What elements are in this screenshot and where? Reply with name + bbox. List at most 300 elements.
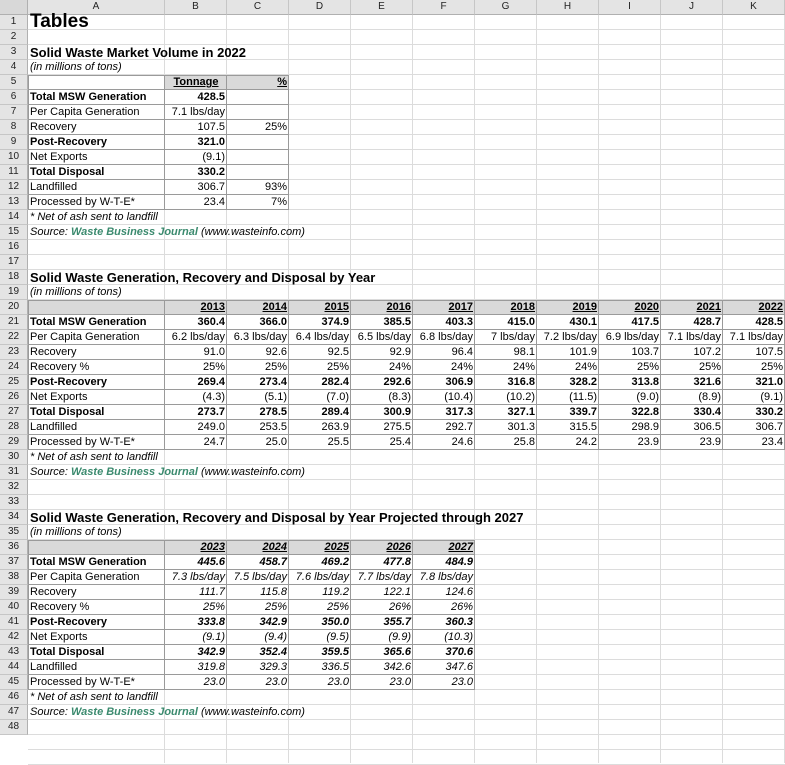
table2-cell: 24% (388, 361, 411, 373)
table2-cell: 25.8 (513, 436, 535, 448)
table1-row-label: Post-Recovery (30, 136, 108, 148)
table2-year-header: 2017 (448, 301, 473, 313)
row-header-35[interactable]: 35 (0, 525, 28, 540)
table3-cell: (9.5) (326, 631, 349, 643)
table2-cell: 292.7 (445, 421, 473, 433)
table1-row-percent: 93% (264, 181, 287, 193)
table2-row-border (28, 404, 785, 405)
table3-row-border (28, 644, 475, 645)
table2-cell: 91.0 (203, 346, 225, 358)
row-header-11[interactable]: 11 (0, 165, 28, 180)
table2-cell: 321.0 (755, 376, 783, 388)
table2-cell: 306.9 (445, 376, 473, 388)
table1-row-label: Total MSW Generation (30, 91, 147, 103)
table3-row-border (28, 674, 475, 675)
table3-cell: 319.8 (197, 661, 225, 673)
table2-cell: (8.3) (388, 391, 411, 403)
table2-cell: 339.7 (569, 406, 597, 418)
table2-year-header: 2015 (324, 301, 349, 313)
table2-row-label: Total MSW Generation (30, 316, 147, 328)
table1-row-border (28, 89, 289, 90)
row-gridline (28, 494, 785, 495)
table2-cell: 6.4 lbs/day (295, 331, 349, 343)
table2-cell: 24% (574, 361, 597, 373)
table1-row-border (28, 164, 289, 165)
table2-cell: 25% (760, 361, 783, 373)
table3-cell: 342.9 (197, 646, 225, 658)
table2-cell: 7 lbs/day (490, 331, 535, 343)
table3-cell: 25% (264, 601, 287, 613)
row-header-14[interactable]: 14 (0, 210, 28, 225)
table1-row-percent (227, 105, 289, 120)
table2-cell: 7.1 lbs/day (729, 331, 783, 343)
table1-source (28, 225, 348, 240)
row-header-21[interactable]: 21 (0, 315, 28, 330)
table2-year-header: 2019 (572, 301, 597, 313)
row-gridline (28, 734, 785, 735)
table2-cell: 306.5 (693, 421, 721, 433)
table2-cell: 403.3 (445, 316, 473, 328)
table2-cell: 96.4 (451, 346, 473, 358)
table1-row-value: 23.4 (203, 196, 225, 208)
table3-source-url: (www.wasteinfo.com) (201, 706, 305, 718)
table3-cell: 26% (450, 601, 473, 613)
table2-source-url: (www.wasteinfo.com) (201, 466, 305, 478)
table3-cell: 26% (388, 601, 411, 613)
table2-cell: 300.9 (383, 406, 411, 418)
table2-row-label: Recovery % (30, 361, 90, 373)
table1-subtitle: (in millions of tons) (30, 61, 122, 73)
table2-cell: 7.2 lbs/day (543, 331, 597, 343)
table2-cell: 330.2 (755, 406, 783, 418)
table2-cell: 24.2 (575, 436, 597, 448)
table3-subtitle: (in millions of tons) (30, 526, 122, 538)
table2-year-header: 2013 (200, 301, 225, 313)
table3-cell: 25% (202, 601, 225, 613)
table3-cell: 329.3 (259, 661, 287, 673)
table2-cell: 415.0 (507, 316, 535, 328)
table2-row-border (28, 329, 785, 330)
table2-cell: 103.7 (631, 346, 659, 358)
table3-row-border (28, 629, 475, 630)
column-header-H[interactable]: H (537, 0, 599, 15)
row-header-16[interactable]: 16 (0, 240, 28, 255)
select-all-corner[interactable] (0, 0, 28, 15)
table2-cell: 6.5 lbs/day (357, 331, 411, 343)
row-header-9[interactable]: 9 (0, 135, 28, 150)
page-title: Tables (30, 11, 89, 32)
table2-source (28, 465, 348, 480)
table2-cell: 25% (202, 361, 225, 373)
table3-source (28, 705, 348, 720)
table3-cell: 115.8 (260, 586, 287, 598)
table2-year-header: 2018 (510, 301, 535, 313)
table2-year-header: 2020 (634, 301, 659, 313)
table2-cell: 107.5 (755, 346, 783, 358)
table2-cell: (7.0) (326, 391, 349, 403)
table2-row-label: Total Disposal (30, 406, 105, 418)
row-header-36[interactable]: 36 (0, 540, 28, 555)
table2-cell: 6.2 lbs/day (171, 331, 225, 343)
table2-cell: 430.1 (569, 316, 597, 328)
table1-row-value: 306.7 (197, 181, 225, 193)
table2-cell: 385.5 (383, 316, 411, 328)
column-header-B[interactable]: B (165, 0, 227, 15)
table1-row-border (28, 104, 289, 105)
row-header-46[interactable]: 46 (0, 690, 28, 705)
row-header-17[interactable]: 17 (0, 255, 28, 270)
table3-row-border (28, 614, 475, 615)
table3-row-label: Total MSW Generation (30, 556, 147, 568)
table3-cell: 477.8 (383, 556, 411, 568)
table3-cell: 458.7 (259, 556, 287, 568)
column-header-A[interactable]: A (28, 0, 165, 15)
table2-row-label: Per Capita Generation (30, 331, 140, 343)
column-header-G[interactable]: G (475, 0, 537, 15)
table3-cell: (9.4) (264, 631, 287, 643)
row-header-4[interactable]: 4 (0, 60, 28, 75)
table3-row-border (28, 554, 475, 555)
table3-row-label: Recovery (30, 586, 77, 598)
table1-header-tonnage: Tonnage (173, 76, 219, 88)
table2-cell: (11.5) (569, 391, 597, 403)
row-header-8[interactable]: 8 (0, 120, 28, 135)
table3-cell: 7.8 lbs/day (419, 571, 473, 583)
row-header-12[interactable]: 12 (0, 180, 28, 195)
table1-col-border (164, 75, 165, 210)
table3-cell: 333.8 (197, 616, 225, 628)
table3-source-label: Source: (30, 706, 68, 718)
table3-cell: 23.0 (327, 676, 349, 688)
table3-cell: 352.4 (259, 646, 287, 658)
row-header-37[interactable]: 37 (0, 555, 28, 570)
row-header-34[interactable]: 34 (0, 510, 28, 525)
table2-cell: 306.7 (755, 421, 783, 433)
column-header-E[interactable]: E (351, 0, 413, 15)
table2-subtitle: (in millions of tons) (30, 286, 122, 298)
row-header-5[interactable]: 5 (0, 75, 28, 90)
table2-cell: 316.8 (507, 376, 535, 388)
table2-year-header: 2016 (386, 301, 411, 313)
table3-cell: 359.5 (321, 646, 349, 658)
row-header-10[interactable]: 10 (0, 150, 28, 165)
table2-row-border (28, 374, 785, 375)
table1-source-url: (www.wasteinfo.com) (201, 226, 305, 238)
row-header-40[interactable]: 40 (0, 600, 28, 615)
table2-row-border (28, 419, 785, 420)
row-header-41[interactable]: 41 (0, 615, 28, 630)
row-header-31[interactable]: 31 (0, 465, 28, 480)
row-header-45[interactable]: 45 (0, 675, 28, 690)
table2-cell: 263.9 (321, 421, 349, 433)
table2-cell: 289.4 (321, 406, 349, 418)
row-header-25[interactable]: 25 (0, 375, 28, 390)
row-header-1[interactable]: 1 (0, 15, 28, 30)
table2-cell: 366.0 (259, 316, 287, 328)
table2-cell: 6.9 lbs/day (605, 331, 659, 343)
table1-row-label: Recovery (30, 121, 77, 133)
table1-row-percent (227, 135, 289, 150)
table3-cell: 355.7 (383, 616, 411, 628)
table1-row-border (28, 149, 289, 150)
table3-cell: 347.6 (445, 661, 473, 673)
table1-row-border (28, 119, 289, 120)
table2-row-label: Processed by W-T-E* (30, 436, 135, 448)
table2-cell: (4.3) (202, 391, 225, 403)
table3-cell: 360.3 (445, 616, 473, 628)
table2-source-name: Waste Business Journal (70, 466, 198, 478)
table1-row-label: Total Disposal (30, 166, 105, 178)
table2-row-border (28, 359, 785, 360)
table2-cell: 328.2 (569, 376, 597, 388)
table3-row-label: Net Exports (30, 631, 88, 643)
table2-cell: 273.7 (197, 406, 225, 418)
table1-row-percent (227, 90, 289, 105)
table2-cell: 278.5 (259, 406, 287, 418)
table1-row-label: Processed by W-T-E* (30, 196, 135, 208)
row-gridline (28, 749, 785, 750)
row-gridline (28, 254, 785, 255)
table2-cell: 25.4 (389, 436, 411, 448)
table1-col-border (226, 75, 227, 210)
row-header-15[interactable]: 15 (0, 225, 28, 240)
table2-row-label: Post-Recovery (30, 376, 108, 388)
table1-row-border (28, 179, 289, 180)
table3-cell: (10.3) (444, 631, 473, 643)
table1-row-percent: 25% (264, 121, 287, 133)
table2-cell: 107.2 (693, 346, 721, 358)
row-header-42[interactable]: 42 (0, 630, 28, 645)
row-header-6[interactable]: 6 (0, 90, 28, 105)
table3-row-label: Total Disposal (30, 646, 105, 658)
table2-cell: 92.6 (265, 346, 287, 358)
row-header-27[interactable]: 27 (0, 405, 28, 420)
table2-cell: (10.2) (506, 391, 535, 403)
table3-cell: 23.0 (265, 676, 287, 688)
table2-cell: 417.5 (631, 316, 659, 328)
table3-title: Solid Waste Generation, Recovery and Disposal by Year Projected through 2027 (30, 510, 524, 525)
table1-row-value: (9.1) (202, 151, 225, 163)
row-header-18[interactable]: 18 (0, 270, 28, 285)
table2-row-label: Net Exports (30, 391, 88, 403)
table2-cell: 25% (264, 361, 287, 373)
row-header-32[interactable]: 32 (0, 480, 28, 495)
table1-row-value: 107.5 (197, 121, 225, 133)
table1-note: * Net of ash sent to landfill (30, 211, 158, 223)
table2-cell: 298.9 (631, 421, 659, 433)
table2-cell: 253.5 (259, 421, 287, 433)
row-header-44[interactable]: 44 (0, 660, 28, 675)
column-header-D[interactable]: D (289, 0, 351, 15)
row-header-3[interactable]: 3 (0, 45, 28, 60)
table3-cell: 484.9 (445, 556, 473, 568)
table2-row-border (28, 434, 785, 435)
table2-row-label: Recovery (30, 346, 77, 358)
table2-row-border (28, 389, 785, 390)
row-header-26[interactable]: 26 (0, 390, 28, 405)
table2-cell: 428.7 (693, 316, 721, 328)
table2-cell: 98.1 (513, 346, 535, 358)
row-header-13[interactable]: 13 (0, 195, 28, 210)
table1-row-value: 7.1 lbs/day (171, 106, 225, 118)
table3-year-header: 2023 (200, 541, 225, 553)
table2-cell: 24% (512, 361, 535, 373)
table2-cell: (5.1) (264, 391, 287, 403)
table2-cell: 317.3 (445, 406, 473, 418)
row-header-33[interactable]: 33 (0, 495, 28, 510)
table2-cell: 374.9 (321, 316, 349, 328)
table2-cell: 313.8 (631, 376, 659, 388)
table3-year-header: 2027 (448, 541, 473, 553)
table2-cell: 25% (636, 361, 659, 373)
table2-cell: 282.4 (321, 376, 349, 388)
table2-cell: 275.5 (383, 421, 411, 433)
table2-cell: 322.8 (631, 406, 659, 418)
table3-cell: 111.7 (199, 586, 225, 598)
table2-cell: 25% (326, 361, 349, 373)
row-header-48[interactable]: 48 (0, 720, 28, 735)
table2-cell: (9.1) (760, 391, 783, 403)
row-header-39[interactable]: 39 (0, 585, 28, 600)
table2-cell: (10.4) (444, 391, 473, 403)
table2-cell: 249.0 (197, 421, 225, 433)
table2-title: Solid Waste Generation, Recovery and Disposal by Year (30, 270, 376, 285)
table2-year-header: 2022 (758, 301, 783, 313)
table3-cell: 336.5 (321, 661, 349, 673)
row-header-38[interactable]: 38 (0, 570, 28, 585)
table2-cell: 7.1 lbs/day (667, 331, 721, 343)
table3-row-label: Per Capita Generation (30, 571, 140, 583)
table3-year-header: 2024 (262, 541, 287, 553)
row-header-20[interactable]: 20 (0, 300, 28, 315)
table3-cell: 7.3 lbs/day (171, 571, 225, 583)
table2-row-label: Landfilled (30, 421, 78, 433)
table2-cell: 24.7 (203, 436, 225, 448)
table2-cell: 101.9 (569, 346, 597, 358)
table2-cell: 6.3 lbs/day (233, 331, 287, 343)
table2-cell: 292.6 (383, 376, 411, 388)
table1-row-border (28, 194, 289, 195)
table1-header-percent: % (277, 76, 287, 88)
row-header-19[interactable]: 19 (0, 285, 28, 300)
table3-cell: 370.6 (445, 646, 473, 658)
table1-source-label: Source: (30, 226, 68, 238)
table1-row-value: 321.0 (197, 136, 225, 148)
row-header-29[interactable]: 29 (0, 435, 28, 450)
table3-cell: 124.6 (445, 586, 473, 598)
table2-cell: 6.8 lbs/day (419, 331, 473, 343)
table1-row-percent (227, 165, 289, 180)
table3-cell: 342.6 (383, 661, 411, 673)
table2-cell: 25% (698, 361, 721, 373)
row-header-2[interactable]: 2 (0, 30, 28, 45)
row-header-24[interactable]: 24 (0, 360, 28, 375)
table3-cell: 23.0 (389, 676, 411, 688)
table2-cell: 315.5 (569, 421, 597, 433)
table1-source-name: Waste Business Journal (70, 226, 198, 238)
table3-cell: 25% (326, 601, 349, 613)
table3-year-header: 2025 (324, 541, 349, 553)
table2-cell: 321.6 (693, 376, 721, 388)
table3-cell: 365.6 (383, 646, 411, 658)
row-header-28[interactable]: 28 (0, 420, 28, 435)
table2-cell: 23.4 (761, 436, 783, 448)
table2-cell: 92.5 (327, 346, 349, 358)
table2-cell: 360.4 (197, 316, 225, 328)
table2-cell: 24.6 (451, 436, 473, 448)
table3-cell: 445.6 (197, 556, 225, 568)
table1-row-label: Net Exports (30, 151, 88, 163)
table3-cell: (9.9) (388, 631, 411, 643)
table2-cell: 273.4 (259, 376, 287, 388)
row-header-22[interactable]: 22 (0, 330, 28, 345)
table2-year-header: 2021 (696, 301, 721, 313)
table3-row-label: Landfilled (30, 661, 78, 673)
table2-row-border (28, 344, 785, 345)
table2-cell: 23.9 (637, 436, 659, 448)
row-header-47[interactable]: 47 (0, 705, 28, 720)
column-header-C[interactable]: C (227, 0, 289, 15)
table3-cell: 23.0 (451, 676, 473, 688)
table3-cell: 7.5 lbs/day (233, 571, 287, 583)
row-header-43[interactable]: 43 (0, 645, 28, 660)
table2-cell: 25.0 (265, 436, 287, 448)
table1-row-label: Landfilled (30, 181, 78, 193)
table2-source-label: Source: (30, 466, 68, 478)
table2-cell: 23.9 (699, 436, 721, 448)
table2-cell: 327.1 (507, 406, 535, 418)
column-header-J[interactable]: J (661, 0, 723, 15)
table3-row-border (28, 584, 475, 585)
table2-cell: 301.3 (507, 421, 535, 433)
table3-source-name: Waste Business Journal (70, 706, 198, 718)
table3-cell: 23.0 (203, 676, 225, 688)
table1-row-label: Per Capita Generation (30, 106, 140, 118)
column-header-K[interactable]: K (723, 0, 785, 15)
table3-cell: 7.6 lbs/day (295, 571, 349, 583)
row-header-7[interactable]: 7 (0, 105, 28, 120)
table3-row-border (28, 569, 475, 570)
table1-row-percent (227, 150, 289, 165)
table1-row-value: 330.2 (197, 166, 225, 178)
table3-cell: 342.9 (259, 616, 287, 628)
table3-row-border (28, 599, 475, 600)
table1-row-value: 428.5 (197, 91, 225, 103)
table2-cell: 269.4 (197, 376, 225, 388)
row-header-30[interactable]: 30 (0, 450, 28, 465)
table3-row-border (28, 659, 475, 660)
table3-row-label: Processed by W-T-E* (30, 676, 135, 688)
column-header-F[interactable]: F (413, 0, 475, 15)
table2-cell: 330.4 (693, 406, 721, 418)
table2-cell: 92.9 (389, 346, 411, 358)
table2-cell: (9.0) (636, 391, 659, 403)
table1-row-percent: 7% (271, 196, 287, 208)
table2-note: * Net of ash sent to landfill (30, 451, 158, 463)
table3-cell: 119.2 (322, 586, 349, 598)
table2-row-border (28, 314, 785, 315)
table2-cell: (8.9) (698, 391, 721, 403)
table3-row-label: Post-Recovery (30, 616, 108, 628)
table3-row-label: Recovery % (30, 601, 90, 613)
table2-cell: 428.5 (755, 316, 783, 328)
table3-cell: 122.1 (383, 586, 411, 598)
column-header-I[interactable]: I (599, 0, 661, 15)
table2-year-header: 2014 (262, 301, 287, 313)
row-header-23[interactable]: 23 (0, 345, 28, 360)
table2-cell: 24% (450, 361, 473, 373)
table3-cell: 7.7 lbs/day (357, 571, 411, 583)
